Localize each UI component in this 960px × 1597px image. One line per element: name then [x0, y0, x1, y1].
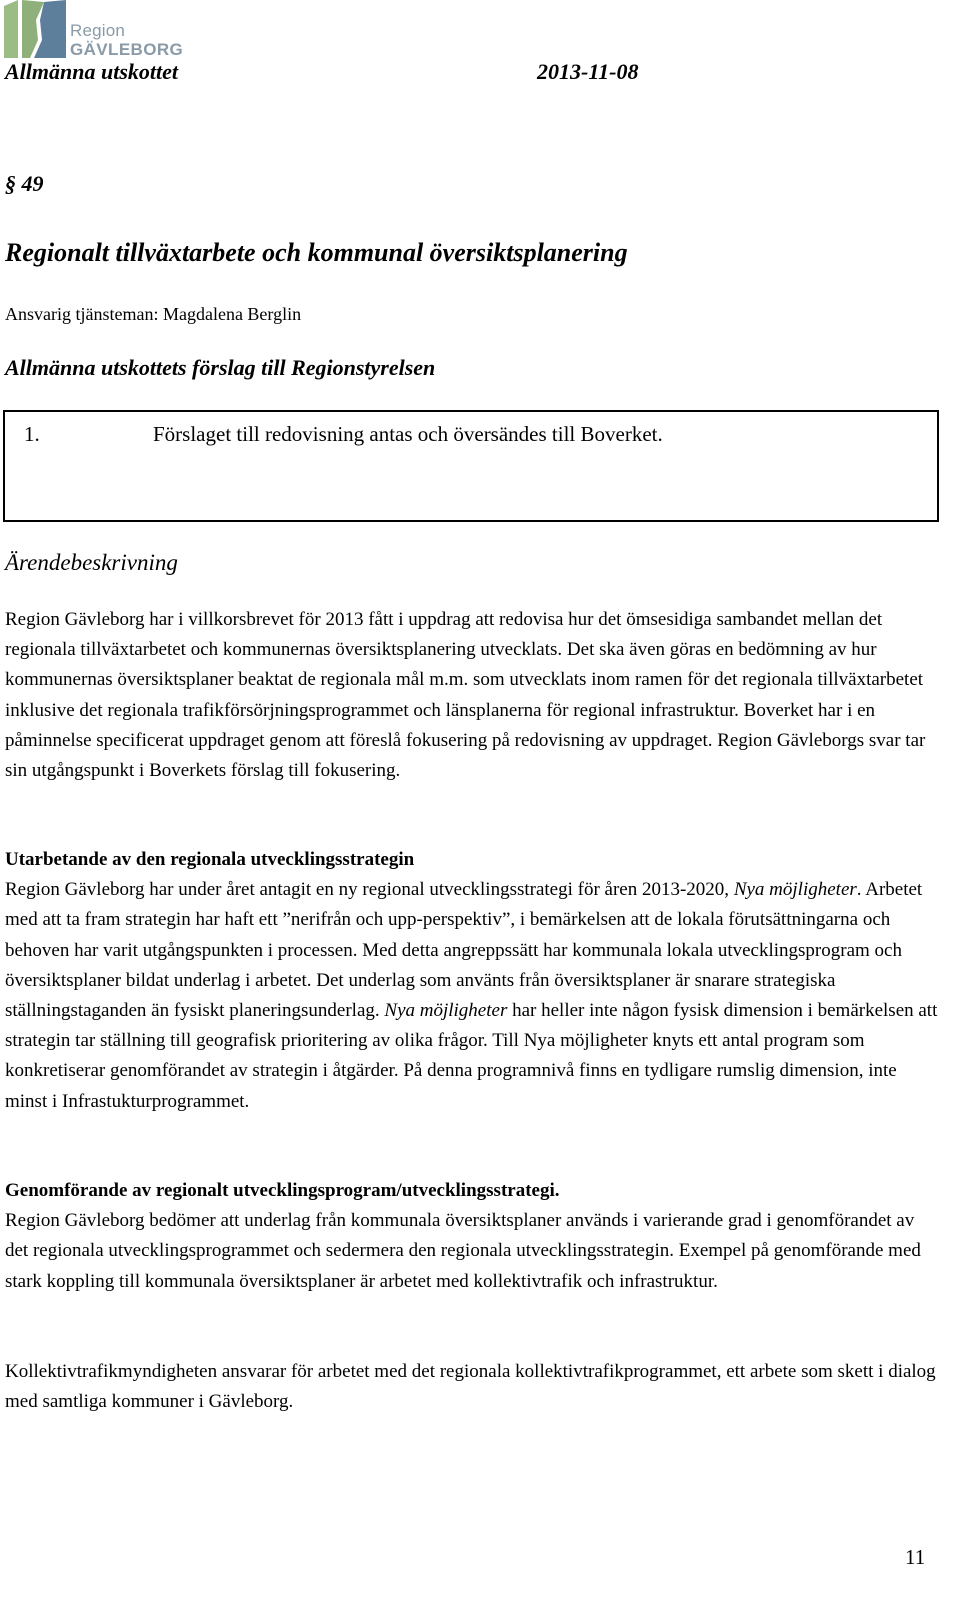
- description-heading: Ärendebeskrivning: [5, 550, 178, 575]
- responsible-official: Ansvarig tjänsteman: Magdalena Berglin: [5, 304, 302, 324]
- strategy-text-part2: . Arbetet med att ta fram strategin har haft ett ”nerifrån och upp-perspektiv”, i bemärkelsen att de lokala förutsättningarna och behoven har varit utgångspunkten i processen. Med detta angreppssätt har kommunala lokala utvecklingsprogram och översiktsplaner bildat underlag i arbetet. Det underlag som använts från översiktsplaner är snarare strategiska ställningstaganden än fysiskt planeringsunderlag.: [5, 879, 923, 1022]
- logo-gavleborg-text: GÄVLEBORG: [70, 40, 184, 59]
- document-date: 2013-11-08: [537, 59, 639, 84]
- decision-number: 1.: [24, 422, 40, 446]
- region-gavleborg-logo: [4, 0, 184, 59]
- logo-mark-icon: [4, 0, 66, 58]
- decision-text: Förslaget till redovisning antas och översändes till Boverket.: [153, 422, 663, 446]
- committee-name: Allmänna utskottet: [5, 59, 178, 84]
- logo-region-text: Region: [70, 21, 126, 40]
- strategy-text-part3: har heller inte någon fysisk dimension i bemärkelsen att strategin tar ställning till geografisk prioritering av olika frågor. Till Nya möjligheter knyts ett antal program som konkretiserar genomförandet av strategin i åtgärder. På denna programnivå finns en tydligare rumslig dimension, inte minst i Infrastukturprogrammet.: [5, 1000, 938, 1112]
- strategy-section: [5, 845, 940, 1117]
- public-transport-paragraph: Kollektivtrafikmyndigheten ansvarar för arbetet med det regionala kollektivtrafikprogrammet, ett arbete som skett i dialog med samtliga kommuner i Gävleborg.: [5, 1361, 936, 1413]
- strategy-italic-2: Nya möjligheter: [384, 1000, 508, 1022]
- strategy-text-part1: Region Gävleborg har under året antagit en ny regional utvecklingsstrategi för åren 2013-2020,: [5, 879, 734, 901]
- description-paragraph: Region Gävleborg har i villkorsbrevet för 2013 fått i uppdrag att redovisa hur det ömsesidiga sambandet mellan det regionala tillväxtarbetet och kommunernas översiktsplanering utvecklats. Det ska även göras en bedömning av hur kommunernas översiktsplaner beaktat de regionala mål m.m. som utvecklats inom ramen för det regionala tillväxtarbetet inklusive det regionala trafikförsörjningsprogrammet och länsplanerna för regional infrastruktur. Boverket har i en påminnelse specificerat uppdraget genom att föreslå fokusering på redovisning av uppdraget. Region Gävleborgs svar tar sin utgångspunkt i Boverkets förslag till fokusering.: [5, 609, 926, 782]
- strategy-heading: Utarbetande av den regionala utvecklingsstrategin: [5, 849, 415, 870]
- page-number: 11: [905, 1545, 926, 1569]
- logo-text: [70, 22, 183, 58]
- implementation-paragraph: Region Gävleborg bedömer att underlag från kommunala översiktsplaner används i varierande grad i genomförandet av det regionala utvecklingsprogrammet och sedermera den regionala utvecklingsstrategin. Exempel på genomförande med stark koppling till kommunala översiktsplaner är arbetet med kollektivtrafik och infrastruktur.: [5, 1210, 921, 1292]
- strategy-paragraph: [5, 875, 940, 1117]
- implementation-heading: Genomförande av regionalt utvecklingsprogram/utvecklingsstrategi.: [5, 1180, 560, 1201]
- implementation-section: [5, 1176, 940, 1297]
- strategy-italic-1: Nya möjligheter: [733, 879, 857, 901]
- paragraph-number: § 49: [5, 171, 44, 196]
- proposal-heading: Allmänna utskottets förslag till Regionstyrelsen: [5, 355, 436, 380]
- decision-box: [3, 410, 939, 522]
- document-title: Regionalt tillväxtarbete och kommunal översiktsplanering: [5, 238, 628, 267]
